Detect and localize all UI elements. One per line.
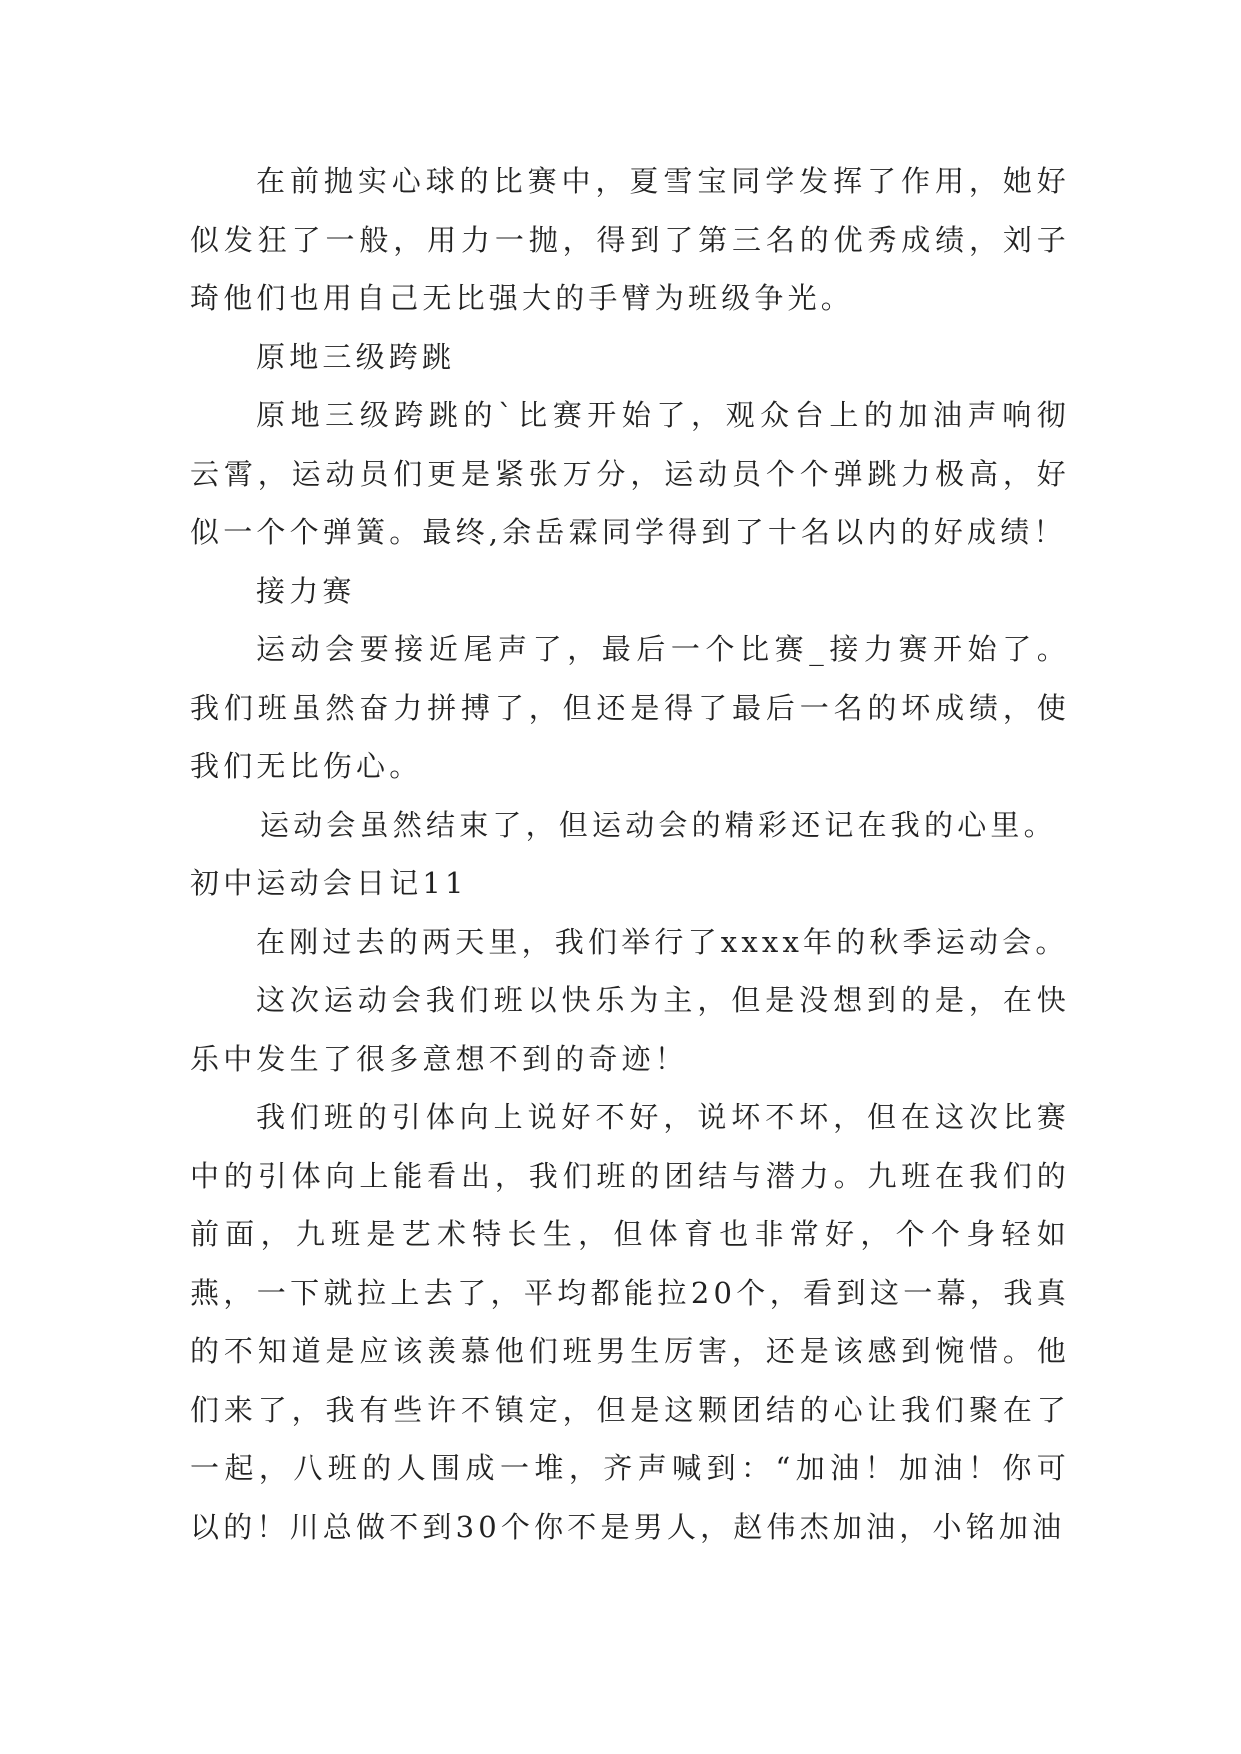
paragraph-shot-put: 在前抛实心球的比赛中，夏雪宝同学发挥了作用，她好似发狂了一般，用力一抛，得到了第三名的优秀成绩，刘子琦他们也用自己无比强大的手臂为班级争光。 <box>190 164 1070 315</box>
paragraph-triple-jump: 原地三级跨跳的`比赛开始了，观众台上的加油声响彻云霄，运动员们更是紧张万分，运动员个个弹跳力极高，好似一个个弹簧。最终,余岳霖同学得到了十名以内的好成绩！ <box>190 398 1070 549</box>
section-heading-triple-jump: 原地三级跨跳 <box>256 339 456 374</box>
paragraph-pull-ups: 我们班的引体向上说好不好，说坏不坏，但在这次比赛中的引体向上能看出，我们班的团结与潜力。九班在我们的前面，九班是艺术特长生，但体育也非常好，个个身轻如燕，一下就拉上去了，平均都能拉20个，看到这一幕，我真的不知道是应该羡慕他们班男生厉害，还是该感到惋惜。他们来了，我有些许不镇定，但是这颗团结的心让我们聚在了一起，八班的人围成一堆，齐声喊到：“加油！加油！你可以的！川总做不到30个你不是男人，赵伟杰加油，小铭加油 <box>190 1100 1070 1544</box>
paragraph-relay: 运动会要接近尾声了，最后一个比赛_接力赛开始了。我们班虽然奋力拼搏了，但还是得了最后一名的坏成绩，使我们无比伤心。 <box>190 632 1070 783</box>
section-heading-relay: 接力赛 <box>256 573 356 608</box>
diary-title: 初中运动会日记11 <box>190 866 468 900</box>
paragraph-conclusion: 运动会虽然结束了，但运动会的精彩还记在我的心里。 <box>260 807 1057 842</box>
paragraph-happiness: 这次运动会我们班以快乐为主，但是没想到的是，在快乐中发生了很多意想不到的奇迹！ <box>190 983 1070 1076</box>
paragraph-intro: 在刚过去的两天里，我们举行了xxxx年的秋季运动会。 <box>256 924 1069 959</box>
document-body <box>190 152 1070 1556</box>
